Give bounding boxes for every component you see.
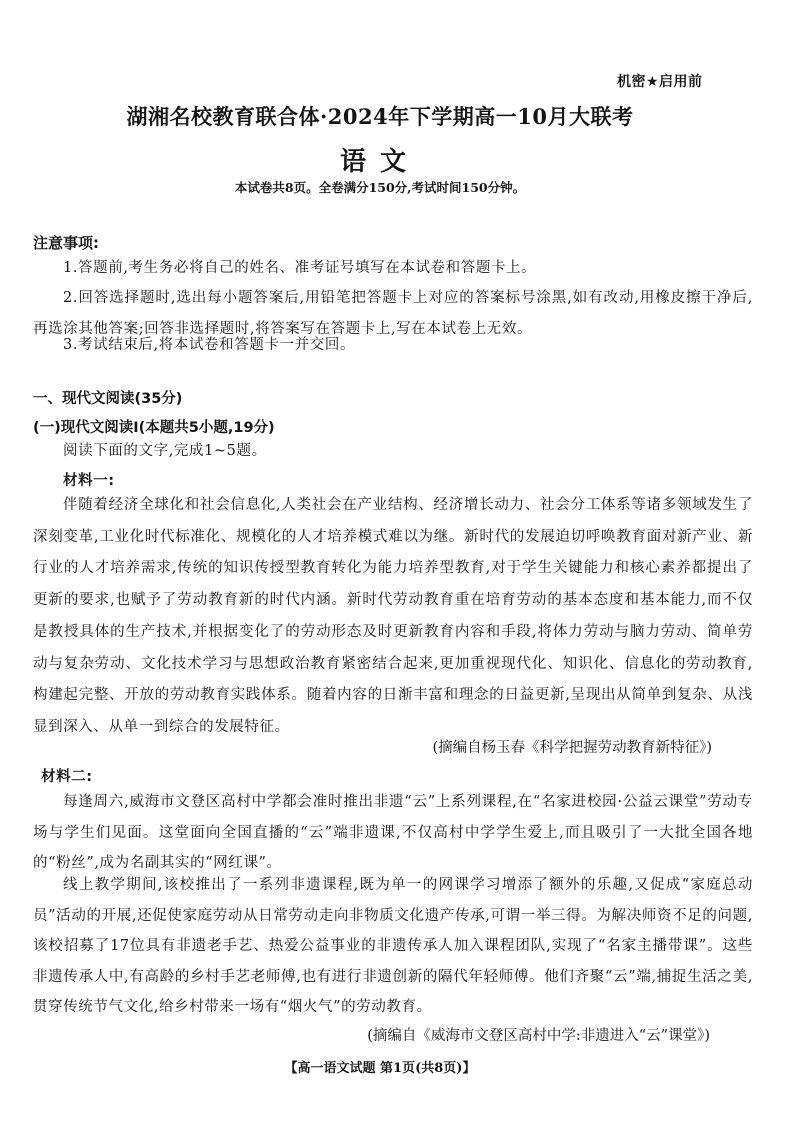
notice-title: 注意事项: — [33, 234, 99, 252]
material-1-source: (摘编自杨玉春《科学把握劳动教育新特征》) — [432, 740, 712, 756]
material-1-label: 材料一: — [63, 473, 115, 489]
confidential-mark: 机密★启用前 — [617, 74, 703, 90]
page-footer: 【高一语文试题 第1页(共8页)】 — [284, 1061, 476, 1076]
notice-item-3: 3.考试结束后,将本试卷和答题卡一并交回。 — [63, 337, 356, 353]
material-2-source: (摘编自《威海市文登区高村中学:非遗进入“云”课堂》) — [367, 1028, 710, 1044]
material-2-label: 材料二: — [41, 769, 93, 785]
subject-title: 语文 — [339, 147, 420, 177]
material-1-text: 伴随着经济全球化和社会信息化,人类社会在产业结构、经济增长动力、社会分工体系等诸多领域发生了深刻变革,工业化时代标准化、规模化的人才培养模式难以为继。新时代的发展迫切呼唤教育面对新产业、新行业的人才培养需求,传统的知识传授型教育转化为能力培养型教育,对于学生关键能力和核心素养都提出了更新的要求,也赋予了劳动教育新的时代内涵。新时代劳动教育重在培育劳动的基本态度和基本能力,而不仅是教授具体的生产技术,并根据变化了的劳动形态及时更新教育内容和手段,将体力劳动与脑力劳动、简单劳动与复杂劳动、文化技术学习与思想政治教育紧密结合起来,更加重视现代化、知识化、信息化的劳动教育,构建起完整、开放的劳动教育实践体系。随着内容的日渐丰富和理念的日益更新,呈现出从简单到复杂、从浅显到深入、从单一到综合的发展特征。 — [33, 497, 753, 735]
section-heading: 一、现代文阅读(35分) — [33, 391, 183, 407]
subsection-heading: (一)现代文阅读Ⅰ(本题共5小题,19分) — [33, 420, 275, 436]
notice-item-1: 1.答题前,考生务必将自己的姓名、准考证号填写在本试卷和答题卡上。 — [63, 260, 537, 276]
material-2-paragraph-1: 每逢周六,威海市文登区高村中学都会准时推出非遗“云”上系列课程,在“名家进校园·公益云课堂”劳动专场与学生们见面。这堂面向全国直播的“云”端非遗课,不仅高村中学学生爱上,而且吸引了一大批全国各地的“粉丝”,成为名副其实的“网红课”。 — [33, 794, 753, 871]
exam-info: 本试卷共8页。全卷满分150分,考试时间150分钟。 — [234, 180, 526, 195]
material-2-paragraph-2: 线上教学期间,该校推出了一系列非遗课程,既为单一的网课学习增添了额外的乐趣,又促成“家庭总动员”活动的开展,还促使家庭劳动从日常劳动走向非物质文化遗产传承,可谓一举三得。为解决师资不足的问题,该校招募了17位具有非遗老手艺、热爱公益事业的非遗传承人加入课程团队,实现了“名家主播带课”。这些非遗传承人中,有高龄的乡村手艺老师傅,也有进行非遗创新的隔代年轻师傅。他们齐聚“云”端,捕捉生活之美,贯穿传统节气文化,给乡村带来一场有“烟火气”的劳动教育。 — [33, 877, 753, 1015]
reading-instruction: 阅读下面的文字,完成1~5题。 — [63, 443, 267, 459]
exam-title: 湖湘名校教育联合体·2024年下学期高一10月大联考 — [126, 104, 634, 129]
notice-item-2: 2.回答选择题时,选出每小题答案后,用铅笔把答题卡上对应的答案标号涂黑,如有改动,用橡皮擦干净后,再选涂其他答案;回答非选择题时,将答案写在答题卡上,写在本试卷上无效。 — [33, 290, 753, 337]
